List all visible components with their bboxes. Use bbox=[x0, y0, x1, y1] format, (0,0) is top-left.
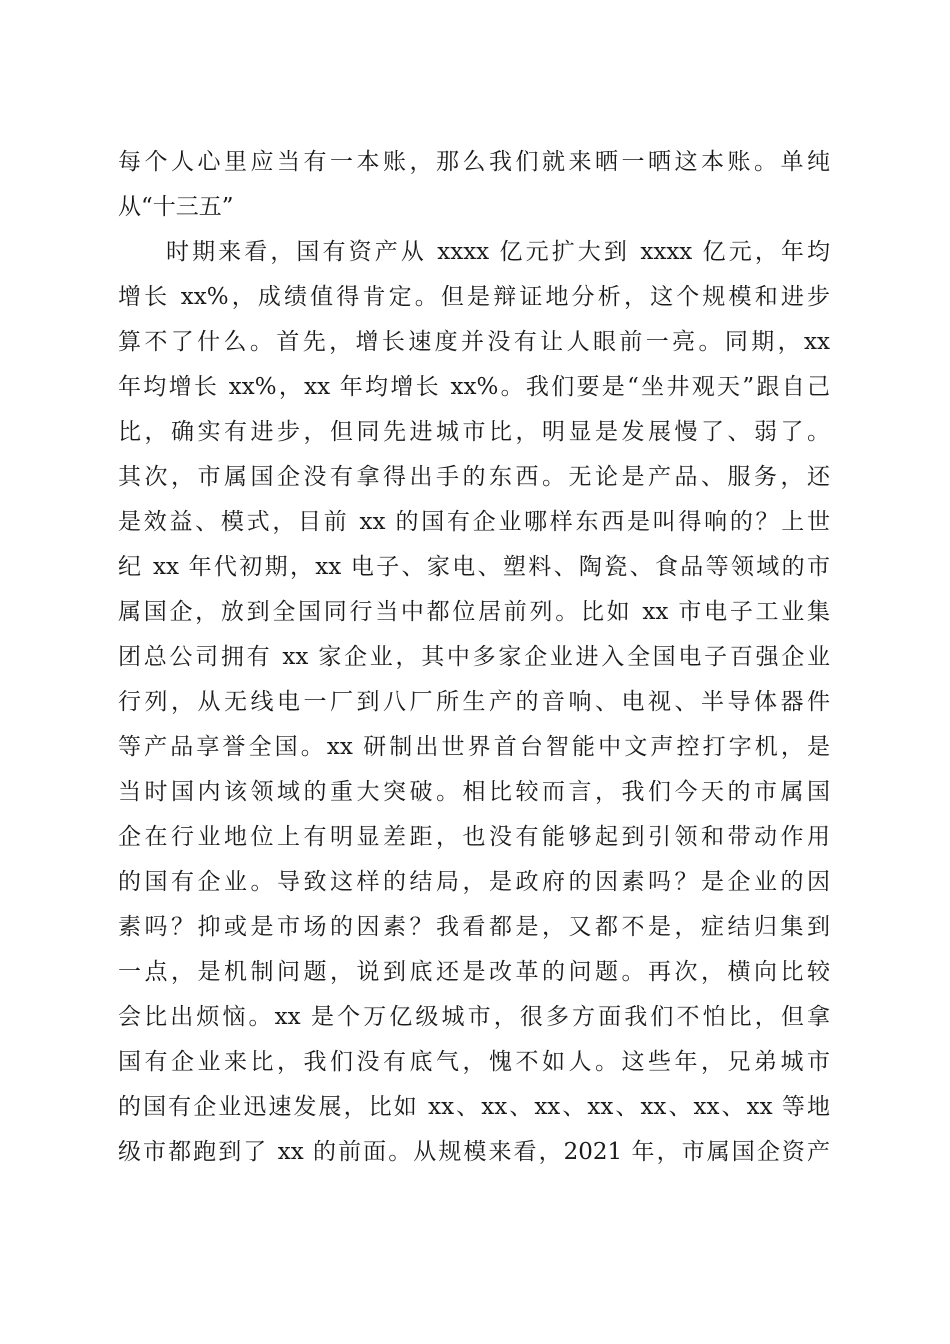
text-line: 年均增长 xx%，xx 年均增长 xx%。我们要是“坐井观天”跟自己 bbox=[118, 374, 830, 400]
text-line: 的国有企业迅速发展，比如 xx、xx、xx、xx、xx、xx、xx 等地 bbox=[118, 1094, 831, 1120]
text-line: 增长 xx%，成绩值得肯定。但是辩证地分析，这个规模和进步 bbox=[118, 284, 830, 310]
text-line: 国有企业来比，我们没有底气，愧不如人。这些年，兄弟城市 bbox=[118, 1049, 830, 1075]
text-line: 纪 xx 年代初期，xx 电子、家电、塑料、陶瓷、食品等领域的市 bbox=[118, 554, 830, 580]
text-line: 会比出烦恼。xx 是个万亿级城市，很多方面我们不怕比，但拿 bbox=[118, 1004, 830, 1030]
text-line: 算不了什么。首先，增长速度并没有让人眼前一亮。同期，xx bbox=[118, 329, 830, 355]
text-line: 是效益、模式，目前 xx 的国有企业哪样东西是叫得响的？上世 bbox=[118, 509, 830, 535]
text-line: 团总公司拥有 xx 家企业，其中多家企业进入全国电子百强企业 bbox=[118, 644, 830, 670]
text-line: 每个人心里应当有一本账，那么我们就来晒一晒这本账。单纯 bbox=[118, 149, 830, 175]
text-line: 时期来看，国有资产从 xxxx 亿元扩大到 xxxx 亿元，年均 bbox=[166, 239, 830, 265]
text-line: 其次，市属国企没有拿得出手的东西。无论是产品、服务，还 bbox=[118, 464, 830, 490]
text-line: 素吗？抑或是市场的因素？我看都是，又都不是，症结归集到 bbox=[118, 914, 830, 940]
text-line: 企在行业地位上有明显差距，也没有能够起到引领和带动作用 bbox=[118, 824, 830, 850]
text-line: 的国有企业。导致这样的结局，是政府的因素吗？是企业的因 bbox=[118, 869, 830, 895]
body-text bbox=[118, 140, 830, 1175]
text-line: 从“十三五” bbox=[118, 194, 234, 220]
text-line: 属国企，放到全国同行当中都位居前列。比如 xx 市电子工业集 bbox=[118, 599, 830, 625]
text-line: 级市都跑到了 xx 的前面。从规模来看，2021 年，市属国企资产 bbox=[118, 1139, 830, 1165]
text-line: 行列，从无线电一厂到八厂所生产的音响、电视、半导体器件 bbox=[118, 689, 830, 715]
text-line: 比，确实有进步，但同先进城市比，明显是发展慢了、弱了。 bbox=[118, 419, 830, 445]
text-line: 等产品享誉全国。xx 研制出世界首台智能中文声控打字机，是 bbox=[118, 734, 830, 760]
text-line: 当时国内该领域的重大突破。相比较而言，我们今天的市属国 bbox=[118, 779, 830, 805]
text-line: 一点，是机制问题，说到底还是改革的问题。再次，横向比较 bbox=[118, 959, 830, 985]
